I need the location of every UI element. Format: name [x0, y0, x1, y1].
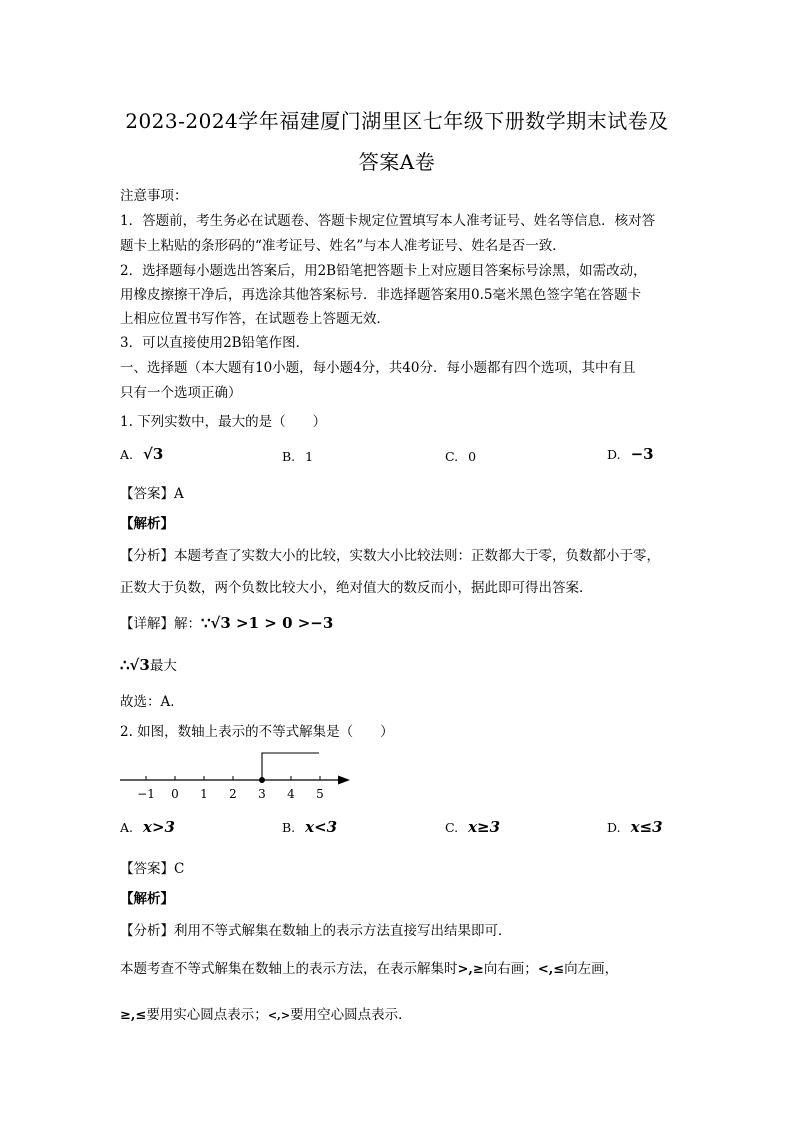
q2-analysis-line1: 【分析】利用不等式解集在数轴上的表示方法直接写出结果即可． [120, 923, 512, 939]
q2-option-c-value: x≥3 [468, 818, 501, 836]
q1-option-c [445, 449, 476, 464]
q2-expl-sym2: <,≤ [537, 962, 565, 977]
q2-expl-sym3: ≥,≤ [120, 1008, 147, 1023]
notice-item2-line1: 2．选择题每小题选出答案后，用2B铅笔把答题卡上对应题目答案标号涂黑，如需改动， [120, 263, 647, 279]
q1-option-d-letter: D. [607, 447, 621, 462]
q2-answer: 【答案】C [120, 861, 185, 877]
notice-item2-line3: 上相应位置书写作答，在试题卷上答题无效． [120, 311, 390, 327]
q1-conclusion-math: ∴√3 [120, 656, 150, 674]
q1-stem: 1. 下列实数中，最大的是（ ） [120, 414, 327, 430]
notice-item1-line2: 题卡上粘贴的条形码的“准考证号、姓名”与本人准考证号、姓名是否一致． [120, 238, 566, 254]
q1-detail-math: ∵√3 >1 > 0 >−3 [201, 614, 334, 632]
q2-option-d-letter: D. [607, 820, 621, 835]
q2-option-a-letter: A. [120, 820, 134, 835]
number-line-tick-label: 1 [200, 787, 208, 801]
notice-item2-line2: 用橡皮擦擦干净后，再选涂其他答案标号．非选择题答案用0.5毫米黑色签字笔在答题卡 [120, 287, 641, 303]
number-line-tick-label: 3 [258, 787, 266, 801]
q2-expl-part3: 向左画， [564, 961, 619, 977]
q2-option-b-letter: B. [282, 820, 296, 835]
q1-option-d-value: −3 [630, 445, 654, 463]
number-line-tick-label: 5 [316, 787, 324, 801]
q1-answer: 【答案】A [120, 486, 184, 502]
q1-detail [120, 612, 333, 632]
number-line-arrow [338, 776, 350, 785]
page-title-line2: 答案A卷 [358, 150, 436, 174]
q1-option-a-letter: A. [120, 447, 134, 462]
q2-option-a [120, 818, 175, 836]
q2-expl-part5: 要用空心圆点表示． [290, 1007, 412, 1023]
q2-option-d [607, 818, 663, 836]
q1-analysis-line1: 【分析】本题考查了实数大小的比较，实数大小比较法则：正数都大于零，负数都小于零， [120, 548, 660, 564]
q2-explanation-line2 [120, 957, 618, 977]
number-line-tick-label: 2 [229, 787, 237, 801]
q2-option-b [282, 818, 337, 836]
q1-conclusion-text: 最大 [149, 658, 177, 674]
q1-detail-prefix: 【详解】解： [120, 616, 201, 632]
number-line-tick-label: −1 [137, 787, 155, 801]
q1-conclusion [120, 654, 177, 674]
q1-option-b-letter: B. [282, 449, 296, 464]
q1-option-a [120, 445, 163, 463]
q2-option-a-value: x>3 [143, 818, 175, 836]
q1-option-c-value: 0 [468, 449, 477, 464]
q1-analysis-label: 【解析】 [120, 516, 174, 532]
q1-option-d [607, 445, 654, 463]
q1-option-b [282, 449, 313, 464]
q2-option-b-value: x<3 [305, 818, 338, 836]
q1-analysis-line2: 正数大于负数，两个负数比较大小，绝对值大的数反而小，据此即可得出答案． [120, 580, 593, 596]
q2-expl-part4: 要用实心圆点表示； [146, 1007, 268, 1023]
q1-choice: 故选：A． [120, 694, 184, 710]
q2-expl-sym4: <,> [267, 1009, 291, 1022]
q2-stem: 2. 如图，数轴上表示的不等式解集是（ ） [120, 724, 394, 740]
q1-option-a-value: √3 [143, 445, 164, 463]
q2-analysis-label: 【解析】 [120, 891, 174, 907]
number-line-figure [118, 745, 358, 805]
q1-option-b-value: 1 [305, 449, 314, 464]
section1-heading-line1: 一、选择题（本大题有10小题，每小题4分，共40分．每小题都有四个选项，其中有且 [120, 360, 636, 376]
q2-expl-part1: 本题考查不等式解集在数轴上的表示方法，在表示解集时 [120, 961, 458, 977]
q2-expl-part2: 向右画； [483, 961, 538, 977]
notice-item3: 3．可以直接使用2B铅笔作图． [120, 335, 310, 351]
q2-option-d-value: x≤3 [630, 818, 663, 836]
q2-expl-sym1: >,≥ [457, 962, 484, 977]
number-line-tick-label: 4 [287, 787, 295, 801]
page-title-line1: 2023-2024学年福建厦门湖里区七年级下册数学期末试卷及 [125, 109, 669, 133]
section1-heading-line2: 只有一个选项正确） [120, 385, 242, 401]
q2-explanation-line3 [120, 1003, 412, 1023]
q1-option-c-letter: C. [445, 449, 459, 464]
solution-ray [262, 753, 319, 780]
notice-heading: 注意事项： [120, 188, 188, 204]
q2-option-c [445, 818, 500, 836]
number-line-tick-label: 0 [171, 787, 179, 801]
solution-point-filled [259, 777, 265, 783]
notice-item1-line1: 1．答题前，考生务必在试题卷、答题卡规定位置填写本人准考证号、姓名等信息．核对答 [120, 213, 656, 229]
q2-option-c-letter: C. [445, 820, 459, 835]
